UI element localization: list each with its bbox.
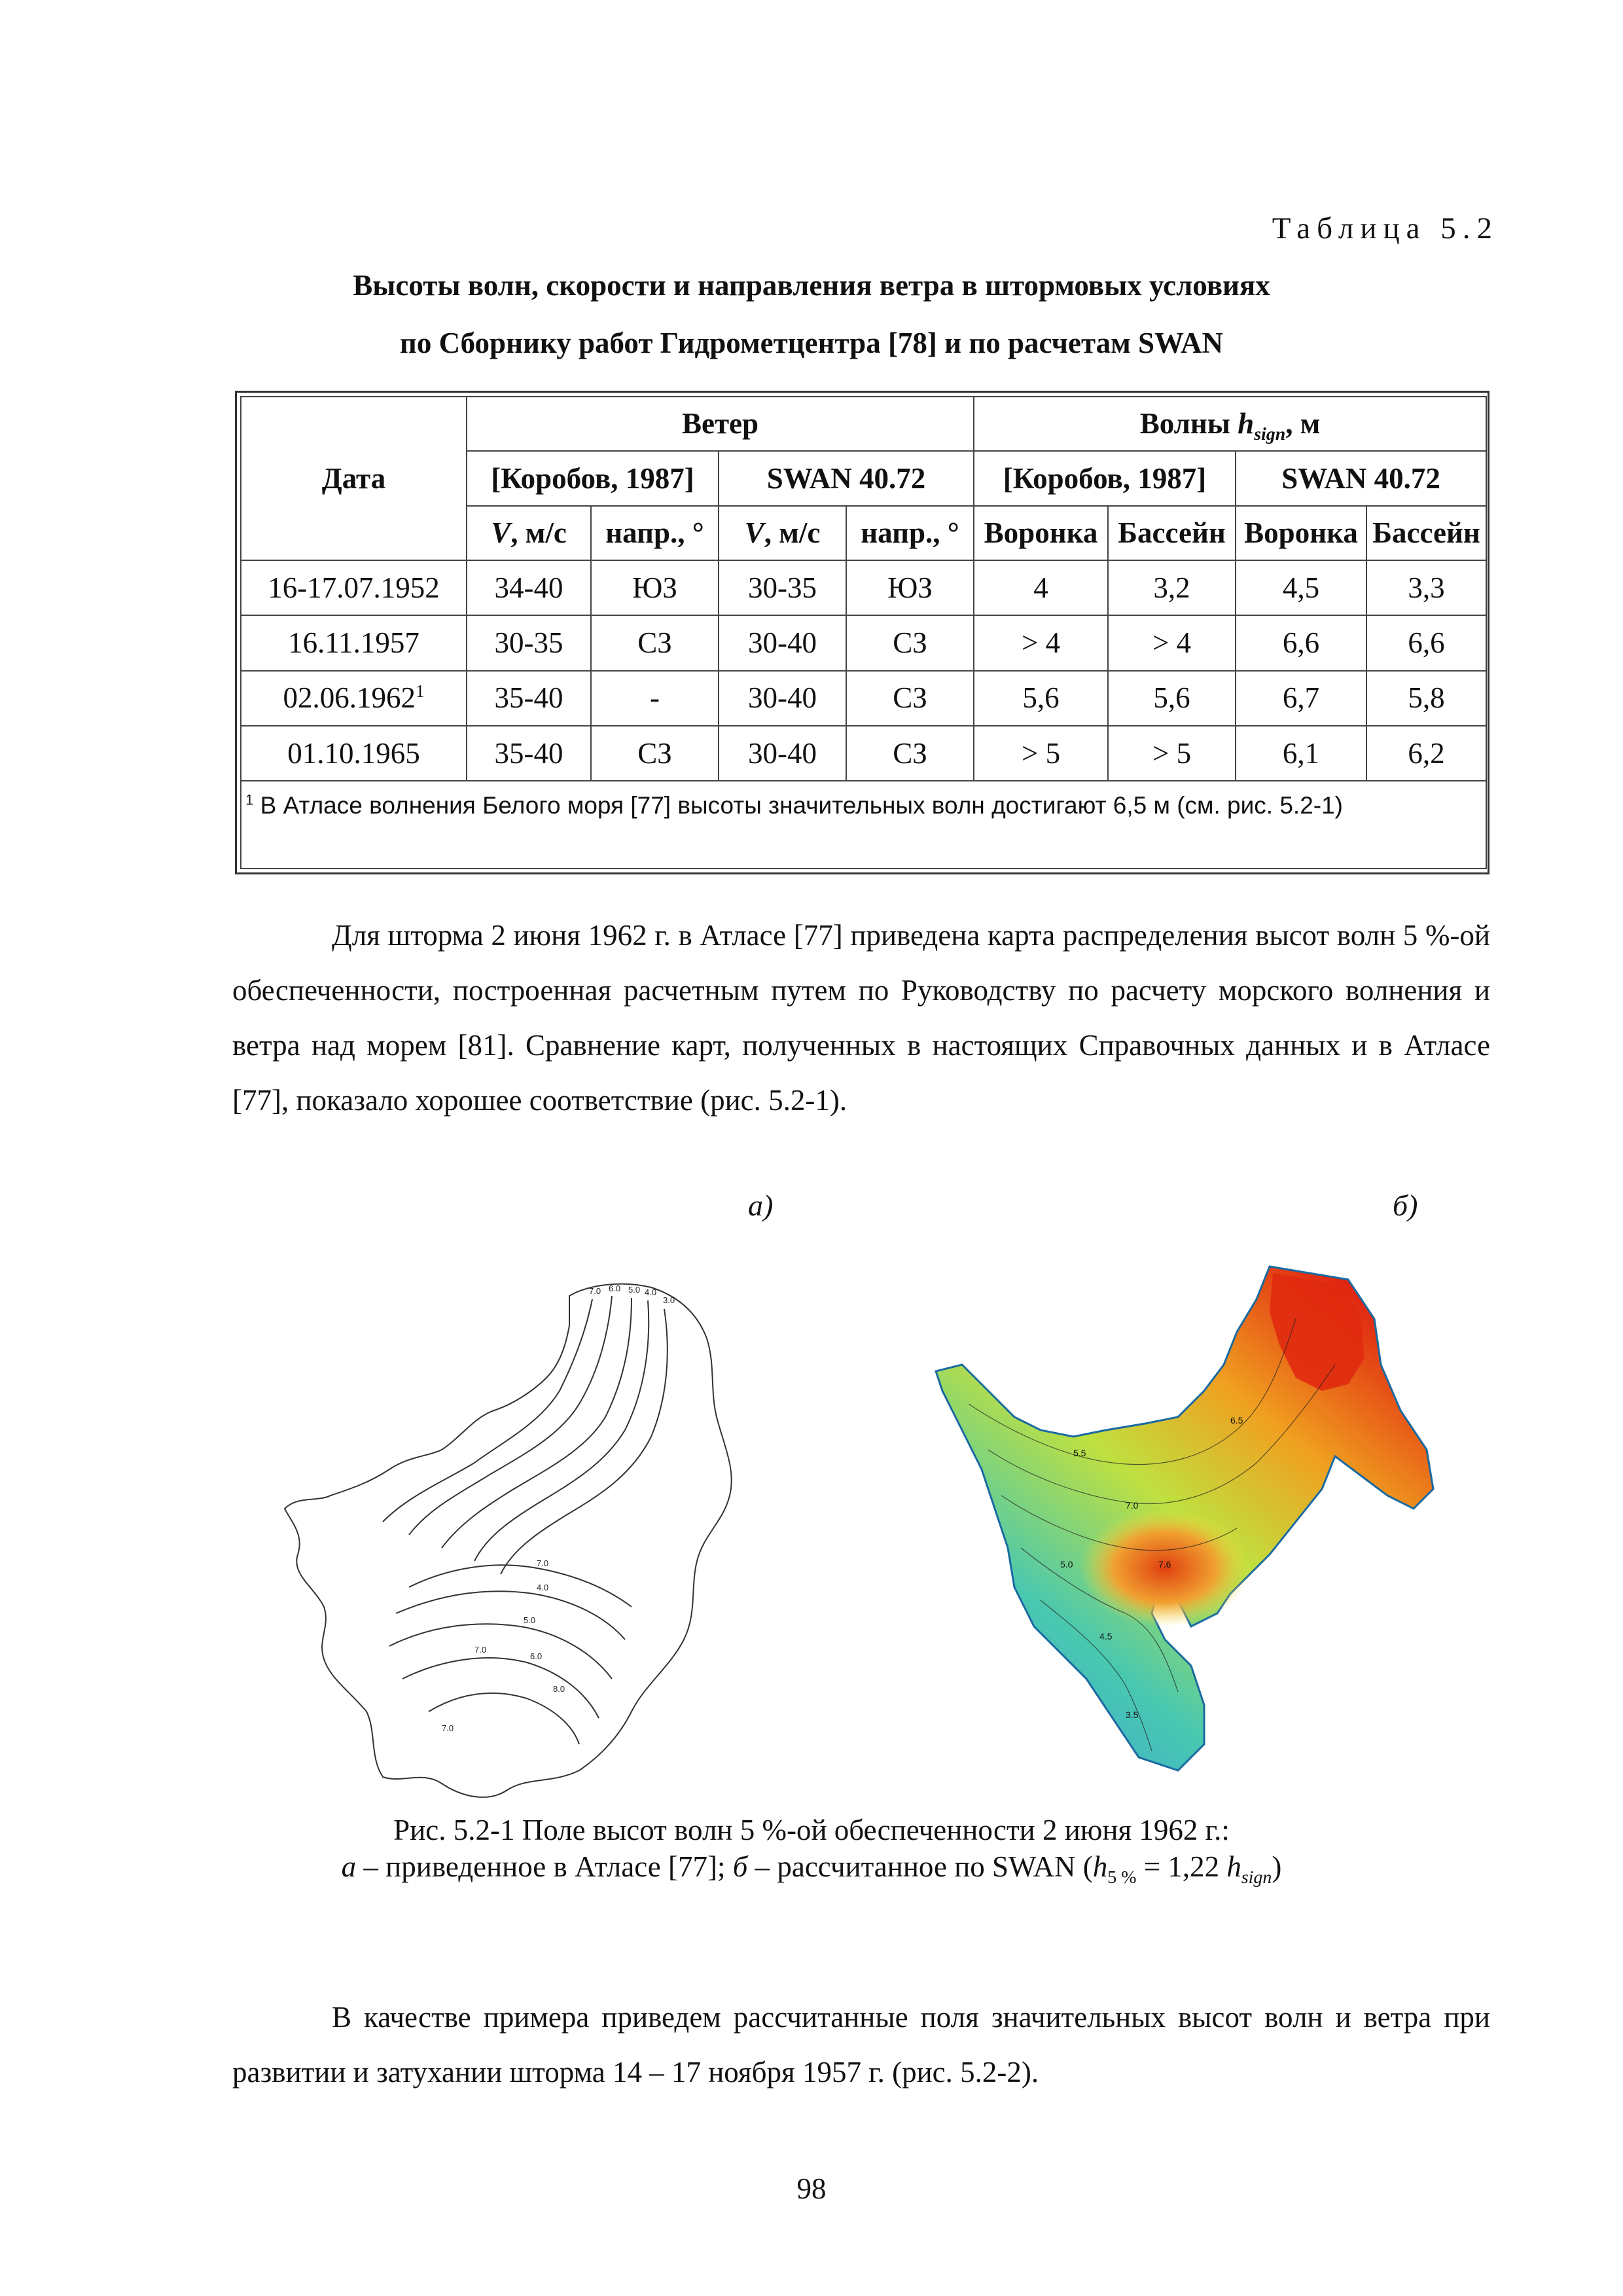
caption-b-text: – рассчитанное по SWAN ( <box>747 1850 1093 1883</box>
map-a-label: 7.0 <box>537 1558 549 1568</box>
header-wind-swan: SWAN 40.72 <box>719 451 974 505</box>
caption-a-letter: а <box>341 1850 357 1883</box>
cell-swan-speed: 30-40 <box>719 615 846 670</box>
header-waves-var: h <box>1238 407 1255 440</box>
date-text: 01.10.1965 <box>287 736 420 770</box>
map-a-contour <box>409 1565 632 1607</box>
paragraph-1-text: Для шторма 2 июня 1962 г. в Атласе [77] приведена карта распределения высот волн 5 %-ой обеспеченности, построенная расчетным путем по Руководству по расчету морского волнения и ветра над морем [81]. Сравнение карт, полученных в настоящих Справочных данных и в Атласе [77], показало хорошее соответствие (рис. 5.2-1). <box>232 919 1490 1117</box>
footnote-text: В Атласе волнения Белого моря [77] высоты значительных волн достигают 6,5 м (см. рис. 5.2-1) <box>253 792 1344 819</box>
header-swan-basseyn: Бассейн <box>1366 506 1486 560</box>
cell-swan-voronka: 4,5 <box>1236 560 1366 615</box>
cell-korobov-speed: 34-40 <box>467 560 591 615</box>
map-a-label: 6.0 <box>530 1651 543 1661</box>
map-a-label: 5.0 <box>524 1615 536 1625</box>
cell-swan-speed: 30-40 <box>719 726 846 781</box>
map-a-label: 7.0 <box>589 1286 601 1296</box>
map-a-contour <box>429 1693 579 1744</box>
paragraph-1 <box>232 908 1490 1128</box>
cell-date <box>241 615 467 670</box>
map-b-swan-field <box>929 1260 1472 1816</box>
footnote-mark: 1 <box>245 792 254 809</box>
map-a-contour <box>383 1299 592 1522</box>
cell-korobov-voronka: 5,6 <box>974 671 1108 726</box>
date-text: 16.11.1957 <box>288 626 419 660</box>
header-waves-korobov: [Коробов, 1987] <box>974 451 1236 505</box>
header-swan-direction: напр., ° <box>846 506 974 560</box>
map-a-label: 5.0 <box>628 1285 641 1295</box>
table-row <box>241 671 1486 726</box>
paragraph-2 <box>232 1990 1490 2100</box>
cell-date <box>241 726 467 781</box>
cell-swan-basseyn: 6,6 <box>1366 615 1486 670</box>
paragraph-2-text: В качестве примера приведем рассчитанные поля значительных высот волн и ветра при развитии и затухании шторма 14 – 17 ноября 1957 г. (рис. 5.2-2). <box>232 2001 1490 2089</box>
cell-swan-basseyn: 3,3 <box>1366 560 1486 615</box>
speed-unit: , м/с <box>764 516 821 549</box>
map-a-contour <box>409 1296 612 1535</box>
cell-swan-basseyn: 6,2 <box>1366 726 1486 781</box>
cell-korobov-speed: 35-40 <box>467 671 591 726</box>
date-text: 02.06.1962 <box>283 681 416 715</box>
header-korobov-basseyn: Бассейн <box>1108 506 1236 560</box>
cell-korobov-voronka: 4 <box>974 560 1108 615</box>
page-number: 98 <box>796 2172 827 2205</box>
cell-korobov-voronka: > 5 <box>974 726 1108 781</box>
header-swan-speed <box>719 506 846 560</box>
speed-var: V <box>491 516 511 549</box>
date-text: 16-17.07.1952 <box>268 571 440 604</box>
header-waves-sub: sign <box>1254 424 1286 445</box>
cell-swan-voronka: 6,6 <box>1236 615 1366 670</box>
cell-swan-direction: СЗ <box>846 671 974 726</box>
figure-caption <box>0 1812 1623 1888</box>
map-b-label: 4.5 <box>1099 1631 1113 1641</box>
table-label: Таблица 5.2 <box>1272 211 1499 245</box>
map-a-label: 4.0 <box>645 1287 657 1297</box>
caption-a-text: – приведенное в Атласе [77]; <box>356 1850 733 1883</box>
caption-close: ) <box>1272 1850 1282 1883</box>
speed-var: V <box>744 516 764 549</box>
table-footnote <box>241 781 1486 869</box>
map-a-label: 7.0 <box>442 1723 454 1733</box>
cell-korobov-speed: 35-40 <box>467 726 591 781</box>
map-a-contour <box>474 1300 649 1561</box>
cell-korobov-basseyn: 5,6 <box>1108 671 1236 726</box>
map-a-atlas-contours <box>278 1260 821 1823</box>
cell-korobov-direction: ЮЗ <box>591 560 719 615</box>
map-b-label: 6.5 <box>1230 1415 1243 1426</box>
caption-h2-var: h <box>1226 1850 1241 1883</box>
header-wind-korobov: [Коробов, 1987] <box>467 451 719 505</box>
map-a-label: 8.0 <box>553 1684 565 1694</box>
cell-korobov-direction: - <box>591 671 719 726</box>
map-a-contour <box>396 1591 625 1640</box>
map-b-label: 7.6 <box>1158 1559 1171 1570</box>
cell-date <box>241 560 467 615</box>
map-b-label: 3.5 <box>1126 1710 1139 1720</box>
header-swan-voronka: Воронка <box>1236 506 1366 560</box>
header-waves-suffix: , м <box>1285 407 1321 440</box>
table-row <box>241 560 1486 615</box>
table-title-line1: Высоты волн, скорости и направления ветра в штормовых условиях <box>353 269 1270 302</box>
header-waves-swan: SWAN 40.72 <box>1236 451 1486 505</box>
cell-swan-voronka: 6,1 <box>1236 726 1366 781</box>
cell-swan-speed: 30-40 <box>719 671 846 726</box>
figure-label-b: б) <box>1393 1189 1418 1222</box>
cell-swan-basseyn: 5,8 <box>1366 671 1486 726</box>
caption-h-var: h <box>1092 1850 1108 1883</box>
data-table-frame <box>235 391 1489 874</box>
map-a-label: 6.0 <box>609 1283 621 1293</box>
cell-swan-direction: СЗ <box>846 726 974 781</box>
map-b-label: 5.5 <box>1073 1448 1086 1458</box>
map-a-contour <box>442 1298 632 1548</box>
figure-label-a: а) <box>748 1189 774 1222</box>
table-row <box>241 726 1486 781</box>
cell-swan-direction: ЮЗ <box>846 560 974 615</box>
header-korobov-speed <box>467 506 591 560</box>
cell-korobov-basseyn: > 4 <box>1108 615 1236 670</box>
map-a-label: 7.0 <box>474 1645 487 1655</box>
cell-korobov-speed: 30-35 <box>467 615 591 670</box>
header-date: Дата <box>241 397 467 560</box>
header-korobov-voronka: Воронка <box>974 506 1108 560</box>
table-title-line2: по Сборнику работ Гидрометцентра [78] и по расчетам SWAN <box>399 327 1224 359</box>
map-b-label: 7.0 <box>1126 1500 1139 1511</box>
table-row <box>241 615 1486 670</box>
data-table <box>240 396 1487 869</box>
header-korobov-direction: напр., ° <box>591 506 719 560</box>
cell-swan-direction: СЗ <box>846 615 974 670</box>
cell-korobov-direction: СЗ <box>591 615 719 670</box>
cell-date <box>241 671 467 726</box>
caption-b-letter: б <box>732 1850 748 1883</box>
cell-korobov-direction: СЗ <box>591 726 719 781</box>
figure-caption-line2 <box>0 1848 1623 1888</box>
caption-h2-sub: sign <box>1241 1867 1272 1888</box>
map-b-label: 5.0 <box>1060 1559 1073 1570</box>
cell-swan-speed: 30-35 <box>719 560 846 615</box>
map-a-coastline <box>285 1284 732 1797</box>
speed-unit: , м/с <box>510 516 567 549</box>
map-a-label: 3.0 <box>663 1295 675 1305</box>
header-waves-prefix: Волны <box>1139 407 1238 440</box>
figure-caption-line1: Рис. 5.2-1 Поле высот волн 5 %-ой обеспеченности 2 июня 1962 г.: <box>393 1814 1230 1846</box>
map-a-label: 4.0 <box>537 1583 549 1592</box>
cell-swan-voronka: 6,7 <box>1236 671 1366 726</box>
caption-eq: = 1,22 <box>1136 1850 1227 1883</box>
caption-h-sub: 5 % <box>1107 1867 1137 1888</box>
header-waves <box>974 397 1486 451</box>
cell-korobov-voronka: > 4 <box>974 615 1108 670</box>
cell-korobov-basseyn: > 5 <box>1108 726 1236 781</box>
date-note: 1 <box>416 681 425 702</box>
header-wind: Ветер <box>467 397 974 451</box>
cell-korobov-basseyn: 3,2 <box>1108 560 1236 615</box>
